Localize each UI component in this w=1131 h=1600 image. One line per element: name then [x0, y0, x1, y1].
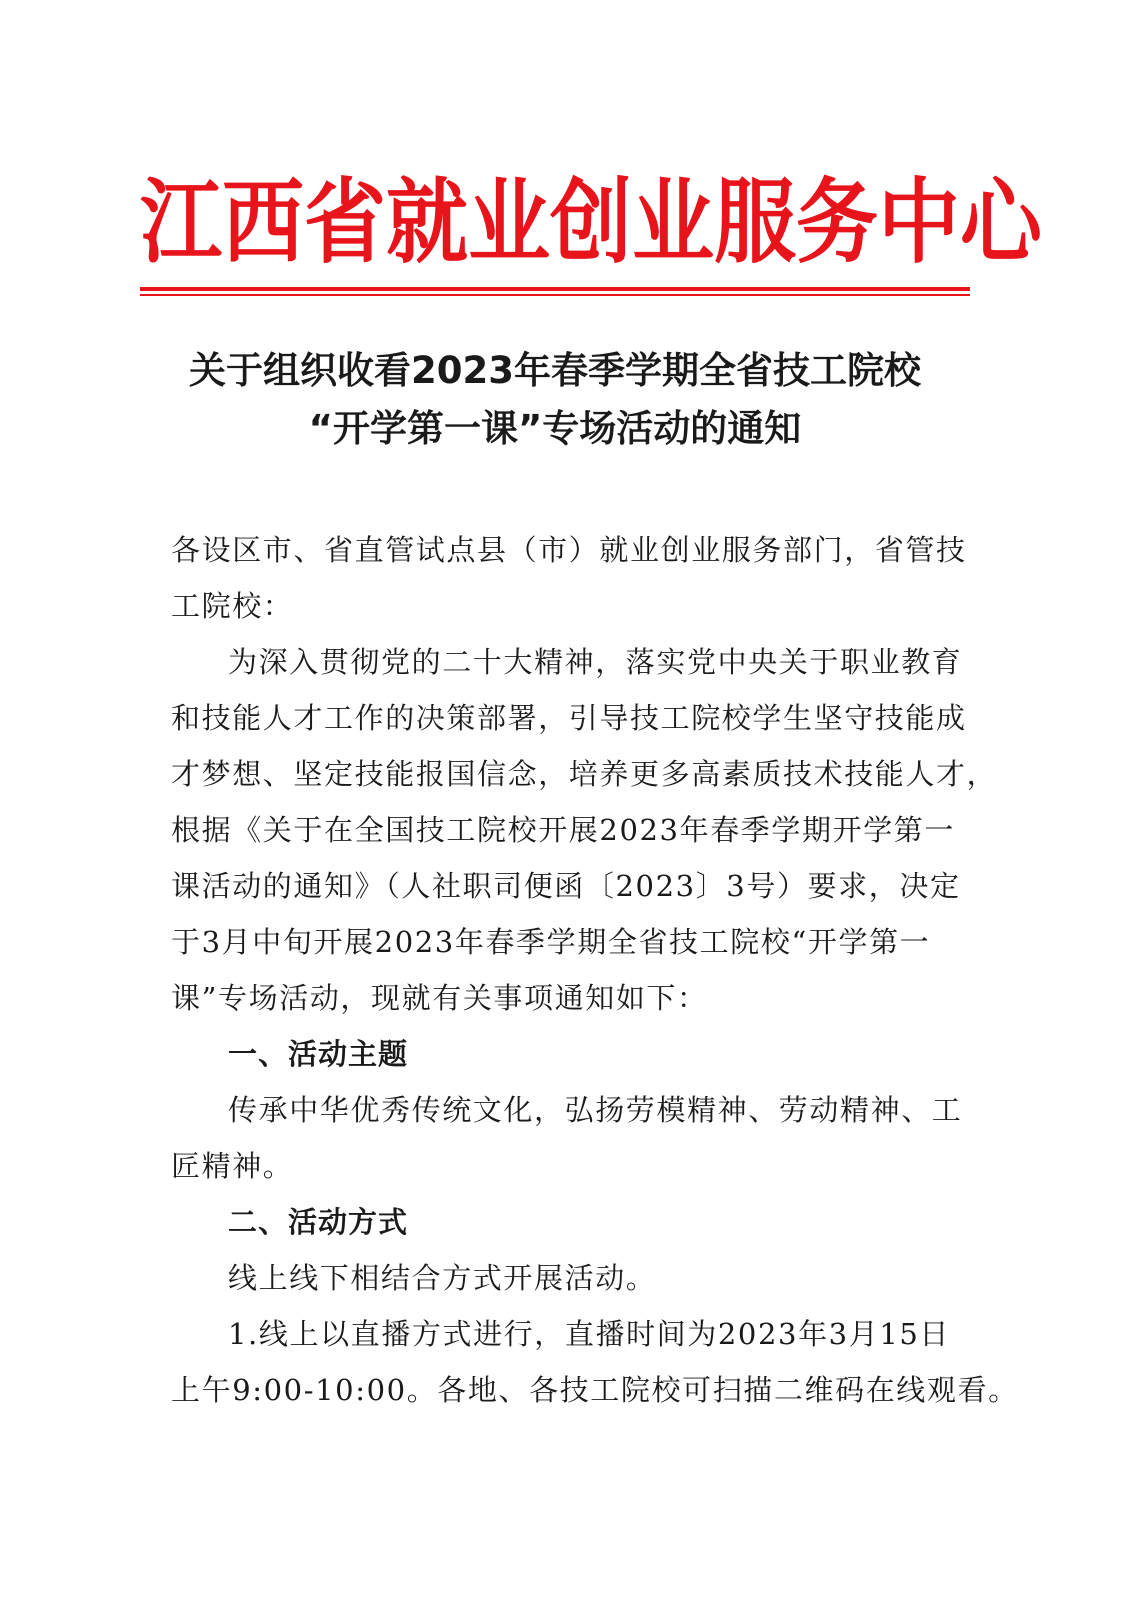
intro-line-4: 根据《关于在全国技工院校开展2023年春季学期开学第一 — [171, 813, 956, 847]
section-2-heading: 二、活动方式 — [228, 1205, 409, 1239]
salutation-line-1: 各设区市、省直管试点县（市）就业创业服务部门，省管技 — [171, 533, 967, 567]
document-title-line-1: 关于组织收看2023年春季学期全省技工院校 — [189, 349, 921, 392]
section-2-line-1: 线上线下相结合方式开展活动。 — [228, 1261, 657, 1295]
section-2-line-3: 上午9:00-10:00。各地、各技工院校可扫描二维码在线观看。 — [171, 1373, 1019, 1407]
intro-line-6: 于3月中旬开展2023年春季学期全省技工院校“开学第一 — [171, 925, 931, 959]
intro-line-3: 才梦想、坚定技能报国信念，培养更多高素质技术技能人才， — [171, 757, 998, 791]
section-1-line-1: 传承中华优秀传统文化，弘扬劳模精神、劳动精神、工 — [228, 1093, 963, 1127]
salutation-line-2: 工院校： — [171, 589, 294, 623]
intro-line-2: 和技能人才工作的决策部署，引导技工院校学生坚守技能成 — [171, 701, 967, 735]
letterhead-rule-thin — [140, 294, 970, 296]
intro-line-5: 课活动的通知》（人社职司便函〔2023〕3号）要求，决定 — [171, 869, 961, 903]
letterhead-rule-thick — [140, 287, 970, 291]
intro-line-1: 为深入贯彻党的二十大精神，落实党中央关于职业教育 — [228, 645, 963, 679]
letterhead-org-name: 江西省就业创业服务中心 — [140, 170, 1043, 277]
intro-line-7: 课”专场活动，现就有关事项通知如下： — [171, 981, 708, 1015]
section-1-heading: 一、活动主题 — [228, 1037, 409, 1071]
section-1-line-2: 匠精神。 — [171, 1149, 294, 1183]
section-2-line-2: 1.线上以直播方式进行，直播时间为2023年3月15日 — [228, 1317, 951, 1351]
document-title-line-2: “开学第一课”专场活动的通知 — [308, 407, 802, 450]
